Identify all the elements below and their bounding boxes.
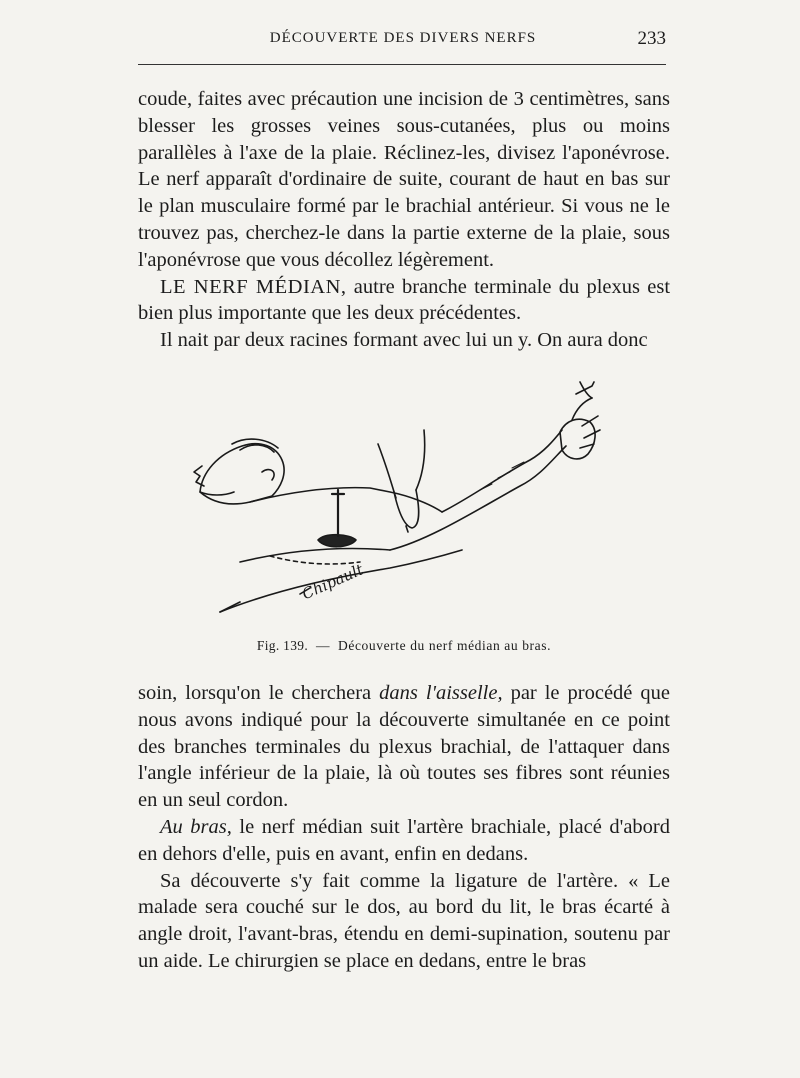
section-heading-nerf-median: LE NERF MÉDIAN,: [160, 275, 347, 298]
paragraph-1: coude, faites avec précaution une incision de 3 centimètres, sans blesser les grosses veines sous-cutanées, plus ou moins parallèles à l'axe de la plaie. Réclinez-les, divisez l'aponévrose. Le nerf apparaît d'ordinaire de suite, courant de haut en bas sur le plan musculaire formé par le brachial antérieur. Si vous ne le trouvez pas, cherchez-le dans la partie externe de la plaie, sous l'aponévrose que vous décollez légèrement.: [138, 88, 670, 271]
paragraph-3: Il nait par deux racines formant avec lui un y. On aura donc: [160, 329, 648, 352]
top-text-block: [138, 86, 670, 354]
assistant-fingers: [572, 398, 600, 448]
retractor: [332, 490, 344, 536]
paragraph-4-italic: dans l'aisselle,: [379, 682, 503, 704]
running-title: DÉCOUVERTE DES DIVERS NERFS: [269, 30, 537, 46]
patient-hair: [232, 439, 278, 480]
bed-sheet-fold: [220, 588, 310, 612]
page-number: 233: [637, 28, 666, 49]
paragraph-5: [138, 814, 670, 868]
patient-torso-lower: [240, 549, 390, 563]
patient-arm-lower: [442, 430, 562, 512]
surgical-illustration: [180, 380, 630, 630]
section-heading-au-bras: Au bras,: [160, 815, 232, 838]
paragraph-2-text: autre branche terminale du plexus est bien plus importante que les deux précédentes.: [138, 275, 671, 325]
figure-number: Fig. 139.: [256, 638, 308, 653]
paragraph-6: Sa découverte s'y fait comme la ligature de l'artère. « Le malade sera couché sur le dos, au bord du lit, le bras écarté à angle droit, l'avant-bras, étendu en demi-supination, soutenu par un aide. Le chirurgien se place en dedans, entre le bras: [138, 869, 670, 972]
paragraph-5-text: le nerf médian suit l'artère brachiale, placé d'abord en dehors d'elle, puis en avant, enfin en dedans.: [138, 815, 671, 865]
surgeon-arm: [378, 430, 425, 498]
chest-contour: [270, 556, 360, 564]
paragraph-4-end: par le procédé que nous avons indiqué pour la découverte simultanée en ce point des branches terminales du plexus brachial, de l'attaquer dans l'angle inférieur de la plaie, là où toutes ses fibres sont réunies en un seul cordon.: [138, 682, 670, 812]
patient-arm-upper: [390, 446, 566, 550]
incision-hole: [318, 535, 356, 547]
assistant-hand: [560, 419, 595, 459]
illustrator-signature: Chipault: [299, 560, 367, 604]
page-header: [138, 30, 668, 54]
paragraph-2: [138, 274, 670, 328]
figure-caption-text: Découverte du nerf médian au bras.: [338, 638, 552, 653]
header-rule: [138, 64, 666, 65]
assistant-cuff: [576, 382, 594, 398]
figure-caption: Fig. 139. — Découverte du nerf médian au bras.: [256, 638, 552, 653]
paragraph-4: [138, 680, 670, 814]
bottom-text-block: [138, 680, 670, 975]
patient-torso: [250, 488, 442, 512]
paragraph-4-start: soin, lorsqu'on le cherchera: [138, 682, 380, 704]
